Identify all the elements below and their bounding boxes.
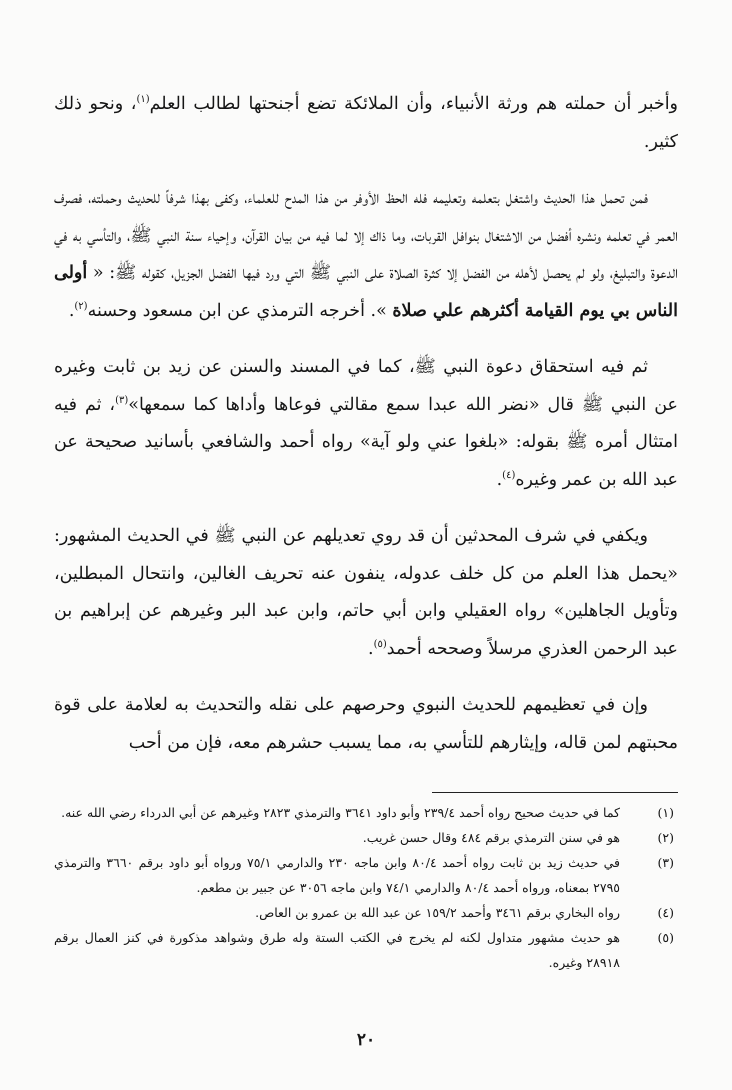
paragraph-4 <box>54 518 678 668</box>
paragraph-1 <box>54 86 678 161</box>
paragraph-2-text-b: ». أخرجه الترمذي عن ابن مسعود وحسنه <box>87 300 387 321</box>
paragraph-5 <box>54 687 678 762</box>
paragraph-3-text-b: ، ثم فيه امتثال أمره ﷺ بقوله: «بلغوا عني ولو آية» رواه أحمد والشافعي بأسانيد صحيحة عن عبد الله بن عمر وغيره <box>54 394 678 490</box>
footnote-5 <box>54 925 678 975</box>
footnote-number: (٢) <box>657 830 674 845</box>
footnote-text: كما في حديث صحيح رواه أحمد ٢٣٩/٤ وأبو داود ٣٦٤١ والترمذي ٢٨٢٣ وغيرهم عن أبي الدرداء رضي الله عنه. <box>61 805 620 820</box>
paragraph-5-text: وإن في تعظيمهم للحديث النبوي وحرصهم على نقله والتحديث به لعلامة على قوة محبتهم لمن قاله، وإيثارهم للتأسي به، مما يسبب حشرهم معه، فإن من أحب <box>54 695 678 753</box>
footnote-text: هو في سنن الترمذي برقم ٤٨٤ وقال حسن غريب. <box>362 830 620 845</box>
footnote-ref-4: (٤) <box>502 469 516 481</box>
paragraph-4-text-b: . <box>368 638 374 659</box>
footnote-number: (٥) <box>657 930 674 945</box>
paragraph-2-text-a: فمن تحمل هذا الحديث واشتغل بتعلمه وتعليمه فله الحظ الأوفر من هذا المدح للعلماء، وكفى بهذا شرفاً للحديث وحملته، فصرف العمر في تعلمه ونشره أفضل من الاشتغال بنوافل القربات، وما ذاك إلا لما فيه من بيان القرآن، وإحياء سنة النبي ﷺ، والتأسي به في الدعوة والتبليغ، ولو لم يحصل لأهله من الفضل إلا كثرة الصلاة على النبي ﷺ التي ورد فيها الفضل الجزيل، كقوله ﷺ: « <box>54 188 678 283</box>
footnotes <box>54 800 678 975</box>
paragraph-2-text-c: . <box>68 300 75 321</box>
paragraph-3-text-c: . <box>496 469 503 490</box>
main-text <box>54 86 678 781</box>
paragraph-1-text-a: وأخبر أن حملته هم ورثة الأنبياء، وأن الملائكة تضع أجنحتها لطالب العلم <box>149 94 679 114</box>
footnote-2 <box>54 825 678 850</box>
paragraph-3-text-a: ثم فيه استحقاق دعوة النبي ﷺ، كما في المسند والسنن عن زيد بن ثابت وغيره عن النبي ﷺ قال «نضر الله عبدا سمع مقالتي فوعاها وأداها كما سمعها» <box>54 357 678 415</box>
footnote-divider <box>432 792 678 793</box>
footnote-1 <box>54 800 678 825</box>
footnote-ref-5: (٥) <box>373 638 387 650</box>
footnote-3 <box>54 850 678 900</box>
paragraph-2 <box>54 180 678 330</box>
footnote-ref-1: (١) <box>136 94 150 106</box>
page-number: ٢٠ <box>356 1030 376 1050</box>
hadith-quote-bold: أولى الناس بي يوم القيامة أكثرهم علي صلاة <box>54 263 678 321</box>
footnote-text: في حديث زيد بن ثابت رواه أحمد ٨٠/٤ وابن ماجه ٢٣٠ والدارمي ٧٥/١ ورواه أبو داود برقم ٣٦٦٠ والترمذي ٢٧٩٥ بمعناه، ورواه أحمد ٨٠/٤ والدارمي ٧٤/١ وابن ماجه ٣٠٥٦ عن جبير بن مطعم. <box>54 855 620 895</box>
footnote-4 <box>54 900 678 925</box>
paragraph-1-text-b: ، ونحو ذلك كثير. <box>54 94 678 152</box>
footnote-number: (٤) <box>657 905 674 920</box>
footnote-ref-3: (٣) <box>115 394 129 406</box>
paragraph-3 <box>54 349 678 499</box>
footnote-ref-2: (٢) <box>74 300 88 312</box>
paragraph-4-text-a: ويكفي في شرف المحدثين أن قد روي تعديلهم عن النبي ﷺ في الحديث المشهور: «يحمل هذا العلم من كل خلف عدوله، ينفون عنه تحريف الغالين، وانتحال المبطلين، وتأويل الجاهلين» رواه العقيلي وابن أبي حاتم، وابن عبد البر وغيرهم عن إبراهيم بن عبد الرحمن العذري مرسلاً وصححه أحمد <box>54 526 678 659</box>
footnote-text: هو حديث مشهور متداول لكنه لم يخرج في الكتب الستة وله طرق وشواهد مذكورة في كنز العمال برقم ٢٨٩١٨ وغيره. <box>54 930 620 970</box>
footnote-number: (٣) <box>657 855 674 870</box>
footnote-text: رواه البخاري برقم ٣٤٦١ وأحمد ١٥٩/٢ عن عبد الله بن عمرو بن العاص. <box>255 905 620 920</box>
footnote-number: (١) <box>657 805 674 820</box>
